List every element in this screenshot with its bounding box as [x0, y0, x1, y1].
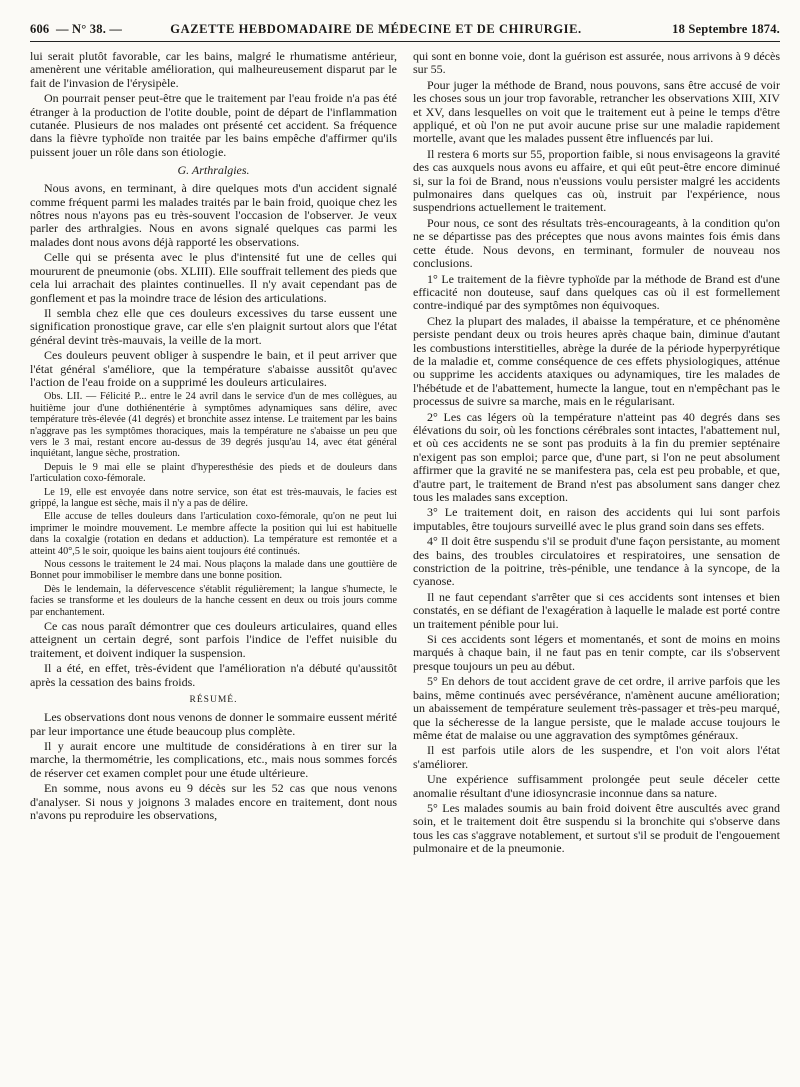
paragraph: On pourrait penser peut-être que le traitement par l'eau froide n'a pas été étranger à la production de l'otite double, point de départ de l'inflammation cutanée. Plusieurs de nos malades ont présenté cet accident. Sa fréquence dans la fièvre typhoïde non traitée par les bains empêche d'affirmer qu'ils puissent jouer un rôle dans son étiologie. [30, 91, 397, 159]
paragraph: Il ne faut cependant s'arrêter que si ces accidents sont intenses et bien constatés, en se défiant de l'exagération à laquelle le malade est porté contre un traitement pénible pour lui. [413, 589, 780, 631]
article-columns [30, 50, 780, 858]
paragraph: En somme, nous avons eu 9 décès sur les 52 cas que nous venons d'analyser. Si nous y joignons 3 malades encore en traitement, dont nous n'avons pu reproduire les observations, [30, 781, 397, 822]
conclusion-paragraph: 5° Les malades soumis au bain froid doivent être auscultés avec grand soin, et le traitement doit être suspendu si la bronchite qui s'observe dans tous les cas s'aggrave notablement, et surtout s'il se produit de l'engouement pulmonaire et de la pneumonie. [413, 800, 780, 856]
paragraph: Il sembla chez elle que ces douleurs excessives du tarse eussent une signification pronostique grave, car elle s'en plaignit surtout alors que l'état général devint très-mauvais, la veille de la mort. [30, 305, 397, 347]
right-column [413, 50, 780, 858]
conclusion-paragraph: 5° En dehors de tout accident grave de cet ordre, il arrive parfois que les bains, même continués avec persévérance, n'amènent aucune amélioration; un abaissement de température seulement très-passager et très-peu marqué, que la sécheresse de la langue persiste, que le malade accuse toujours le même état de malaise ou une aggravation des symptômes généraux. [413, 674, 780, 742]
issue-date: 18 Septembre 1874. [672, 22, 780, 36]
paragraph: Il a été, en effet, très-évident que l'amélioration n'a débuté qu'aussitôt après la cessation des bains froids. [30, 661, 397, 689]
observation-paragraph: Le 19, elle est envoyée dans notre service, son état est très-mauvais, le facies est grippé, la langue est sèche, mais il n'y a pas de délire. [30, 486, 397, 509]
page-number: 606 [30, 22, 50, 36]
paragraph: Pour nous, ce sont des résultats très-encourageants, à la condition qu'on ne se départisse pas des préceptes que nous avons maintes fois émis dans cette étude. Nous devons, en terminant, formuler de nouveau nos conclusions. [413, 215, 780, 271]
paragraph: Ce cas nous paraît démontrer que ces douleurs articulaires, quand elles atteignent un certain degré, sont parfois l'indice de l'effet nuisible du traitement, et doivent indiquer la suspension. [30, 619, 397, 660]
observation-paragraph: Nous cessons le traitement le 24 mai. Nous plaçons la malade dans une gouttière de Bonnet pour immobiliser le membre dans une bonne position. [30, 559, 397, 582]
conclusion-paragraph: 2° Les cas légers où la température n'atteint pas 40 degrés dans ses élévations du soir, où les fonctions cérébrales sont intactes, l'abattement nul, et où ces accidents ne se sont pas produits à la fin du premier septénaire n'exigent pas son emploi; parce que, d'une part, si l'on ne peut absolument affirmer que la gravité ne se manifestera pas, cela est peu probable, et que, d'autre part, le traitement de Brand n'est pas absolument sans danger chez tous les malades sans exception. [413, 409, 780, 504]
journal-title: GAZETTE HEBDOMADAIRE DE MÉDECINE ET DE CHIRURGIE. [170, 22, 582, 36]
paragraph: Il restera 6 morts sur 55, proportion faible, si nous envisageons la gravité des cas auxquels nous avons eu affaire, et qui eût peut-être encore diminué si, sur la foi de Brand, nous n'eussions voulu persister malgré les accidents pulmonaires dans quelques cas où, instruit par l'expérience, nous suspendrions actuellement le traitement. [413, 146, 780, 215]
observation-paragraph: Obs. LII. — Félicité P... entre le 24 avril dans le service d'un de mes collègues, au huitième jour d'une dothiénentérie à symptômes adynamiques sans délire, avec température très-élevée (41 degrés) et bronchite assez intense. Le traitement par les bains n'aggrave pas les symptômes thoraciques, mais la température ne s'abaisse un peu que vers le 3 mai, restant encore au-dessus de 39 degrés jusqu'au 14, avec état général inquiétant, langue sèche, prostration. [30, 391, 397, 460]
observation-paragraph: Depuis le 9 mai elle se plaint d'hyperesthésie des pieds et de douleurs dans l'articulation coxo-fémorale. [30, 461, 397, 485]
observation-paragraph: Dès le lendemain, la défervescence s'établit régulièrement; la langue s'humecte, le facies se transforme et les douleurs de la hanche cessent en deux ou trois jours comme par enchantement. [30, 583, 397, 618]
paragraph: Il y aurait encore une multitude de considérations à en tirer sur la marche, la thermométrie, les complications, etc., mais nous sommes forcés de réserver cet examen complet pour une étude ultérieure. [30, 738, 397, 780]
paragraph: Il est parfois utile alors de les suspendre, et l'on voit alors l'état s'améliorer. [413, 743, 780, 771]
section-heading-arthralgies: G. Arthralgies. [177, 163, 250, 178]
paragraph: qui sont en bonne voie, dont la guérison est assurée, nous arrivons à 9 décès sur 55. [413, 49, 780, 77]
page-header [30, 22, 780, 42]
issue-number: — N° 38. — [56, 22, 123, 36]
observation-paragraph: Elle accuse de telles douleurs dans l'articulation coxo-fémorale, qu'on ne peut lui imprimer le moindre mouvement. Le membre affecte la position qui lui est habituelle dans la coxalgie (rotation en dedans et adduction). La température est remontée et a atteint 40°,5 le soir, quoique les bains aient toujours été continués. [30, 511, 397, 557]
left-column [30, 50, 397, 858]
paragraph: lui serait plutôt favorable, car les bains, malgré le rhumatisme antérieur, amenèrent une véritable amélioration, qui malheureusement disparut par le fait de l'invasion de l'érysipèle. [30, 49, 397, 90]
page-number-and-issue [30, 22, 122, 37]
paragraph: Ces douleurs peuvent obliger à suspendre le bain, et il peut arriver que l'état général s'améliore, que la température s'abaisse aussitôt qu'avec l'action de l'eau froide on a supprimé les douleurs articulaires. [30, 348, 397, 389]
conclusion-paragraph: 4° Il doit être suspendu s'il se produit d'une façon persistante, au moment des bains, des troubles circulatoires et respiratoires, une sensation de constriction de la poitrine, très-pénible, une tendance à la syncope, de la cyanose. [413, 534, 780, 589]
conclusion-paragraph: 1° Le traitement de la fièvre typhoïde par la méthode de Brand est d'une efficacité non douteuse, sauf dans quelques cas où il est formellement contre-indiqué par des symptômes non équivoques. [413, 271, 780, 313]
paragraph: Les observations dont nous venons de donner le sommaire eussent mérité par leur importance une étude beaucoup plus complète. [30, 710, 397, 738]
section-heading-resume: RÉSUMÉ. [189, 695, 238, 706]
paragraph: Chez la plupart des malades, il abaisse la température, et ce phénomène persiste pendant deux ou trois heures après chaque bain, diminue d'autant les combustions interstitielles, abrège la durée de la période hyperpyrétique de la maladie et, comme conséquence de ces effets physiologiques, atténue ou supprime les accidents ataxiques ou adynamiques, tire les malades de l'hébétude et de l'abattement, humecte la langue, tout en n'empêchant pas le processus de suivre sa marche, mais en le régularisant. [413, 313, 780, 409]
paragraph: Pour juger la méthode de Brand, nous pouvons, sans être accusé de voir les choses sous un jour trop favorable, retrancher les observations XIII, XIV et XV, dans lesquelles on voit que le traitement eut à peine le temps d'être appliqué, et où l'on ne put avoir aucune prise sur une maladie rapidement mortelle, avant que les malades pussent être influencés par lui. [413, 77, 780, 146]
conclusion-paragraph: 3° Le traitement doit, en raison des accidents qui lui sont parfois imputables, être toujours surveillé avec le plus grand soin dans ses effets. [413, 505, 780, 533]
paragraph: Une expérience suffisamment prolongée peut seule déceler cette anomalie résultant d'une idiosyncrasie inconnue dans sa nature. [413, 772, 780, 800]
paragraph: Celle qui se présenta avec le plus d'intensité fut une de celles qui moururent de pneumonie (obs. XLIII). Elle souffrait tellement des pieds que cela lui arrachait des plaintes continuelles. Il n'y avait cependant pas de gonflement et pas la moindre trace de lésion des articulations. [30, 250, 397, 305]
paragraph: Si ces accidents sont légers et momentanés, et sont de moins en moins marqués à chaque bain, il ne faut pas en tenir compte, car ils s'observent presque toujours un peu au début. [413, 632, 780, 673]
paragraph: Nous avons, en terminant, à dire quelques mots d'un accident signalé comme fréquent parmi les malades traités par le bain froid, quoique chez les nôtres nous n'ayons pas eu très-souvent l'occasion de l'observer. Je veux parler des arthralgies. Nous en avons signalé quelques cas parmi les malades dont nous avons déjà rapporté les observations. [30, 181, 397, 249]
